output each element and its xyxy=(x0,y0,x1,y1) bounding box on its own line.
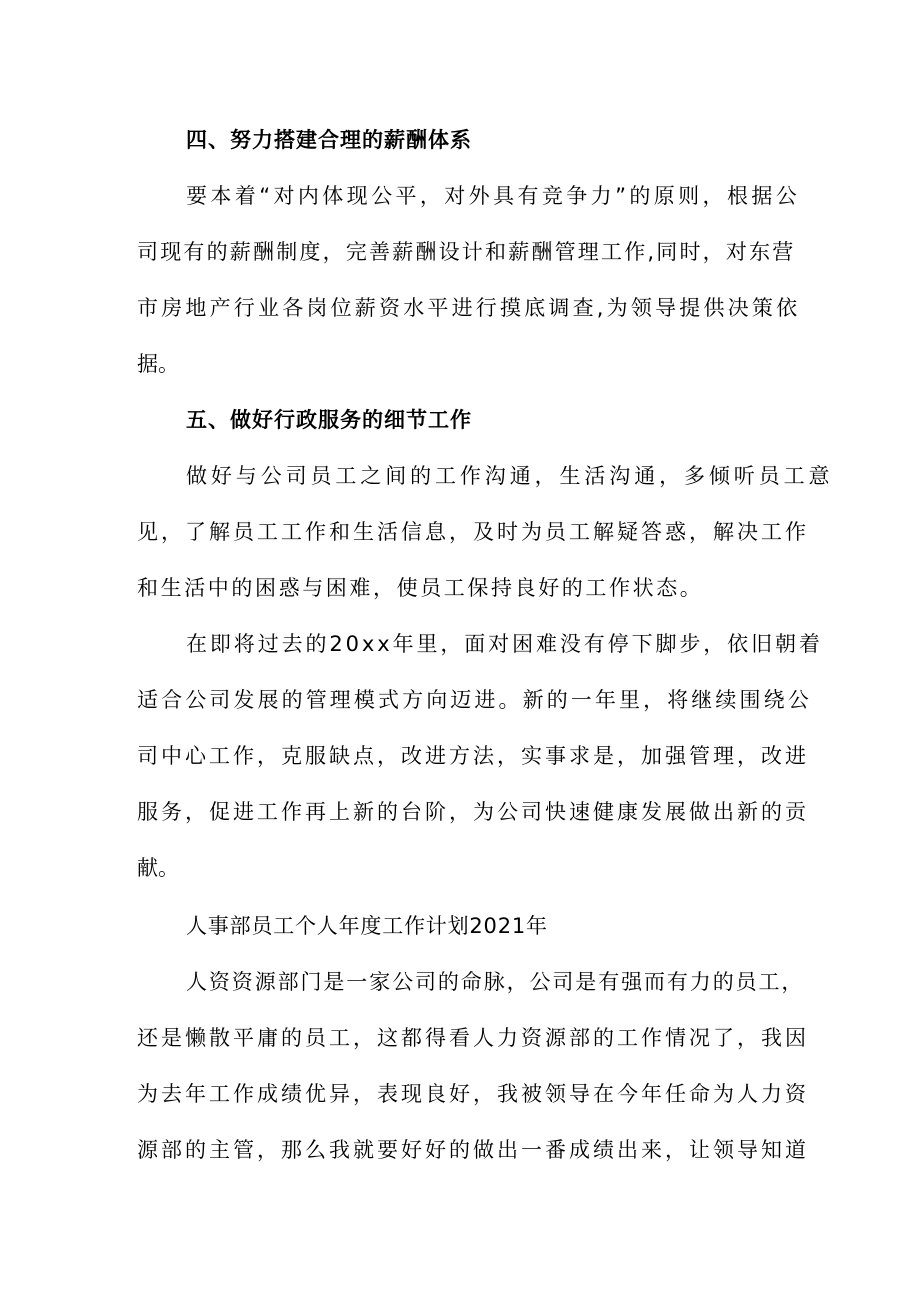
section-5-heading: 五、做好行政服务的细节工作 xyxy=(186,408,472,432)
article-2-title: 人事部员工个人年度工作计划2021年 xyxy=(186,914,548,938)
section-4-line-4: 据。 xyxy=(137,352,179,376)
section-4-line-3: 市房地产行业各岗位薪资水平进行摸底调查,为领导提供决策依 xyxy=(137,296,801,320)
closing-line-4: 服务，促进工作再上新的台阶，为公司快速健康发展做出新的贡 xyxy=(137,800,809,824)
article-2-line-2: 还是懒散平庸的员工，这都得看人力资源部的工作情况了，我因 xyxy=(137,1026,809,1050)
section-4-line-1: 要本着“对内体现公平，对外具有竞争力”的原则，根据公 xyxy=(186,184,801,208)
closing-line-2: 适合公司发展的管理模式方向迈进。新的一年里，将继续围绕公 xyxy=(137,688,812,712)
closing-line-5: 献。 xyxy=(137,856,179,880)
article-2-line-4: 源部的主管，那么我就要好好的做出一番成绩出来，让领导知道 xyxy=(137,1138,809,1162)
section-4-heading: 四、努力搭建合理的薪酬体系 xyxy=(186,128,472,152)
section-5-line-2: 见，了解员工工作和生活信息，及时为员工解疑答惑，解决工作 xyxy=(137,520,809,544)
closing-line-1: 在即将过去的20xx年里，面对困难没有停下脚步，依旧朝着 xyxy=(186,632,823,656)
section-5-line-1: 做好与公司员工之间的工作沟通，生活沟通，多倾听员工意 xyxy=(186,464,834,488)
closing-line-3: 司中心工作，克服缺点，改进方法，实事求是，加强管理，改进 xyxy=(137,744,809,768)
section-4-line-2: 司现有的薪酬制度，完善薪酬设计和薪酬管理工作,同时，对东营 xyxy=(137,240,796,264)
article-2-line-1: 人资资源部门是一家公司的命脉，公司是有强而有力的员工， xyxy=(186,970,805,994)
section-5-line-3: 和生活中的困惑与困难，使员工保持良好的工作状态。 xyxy=(137,576,704,600)
article-2-line-3: 为去年工作成绩优异，表现良好，我被领导在今年任命为人力资 xyxy=(137,1082,809,1106)
